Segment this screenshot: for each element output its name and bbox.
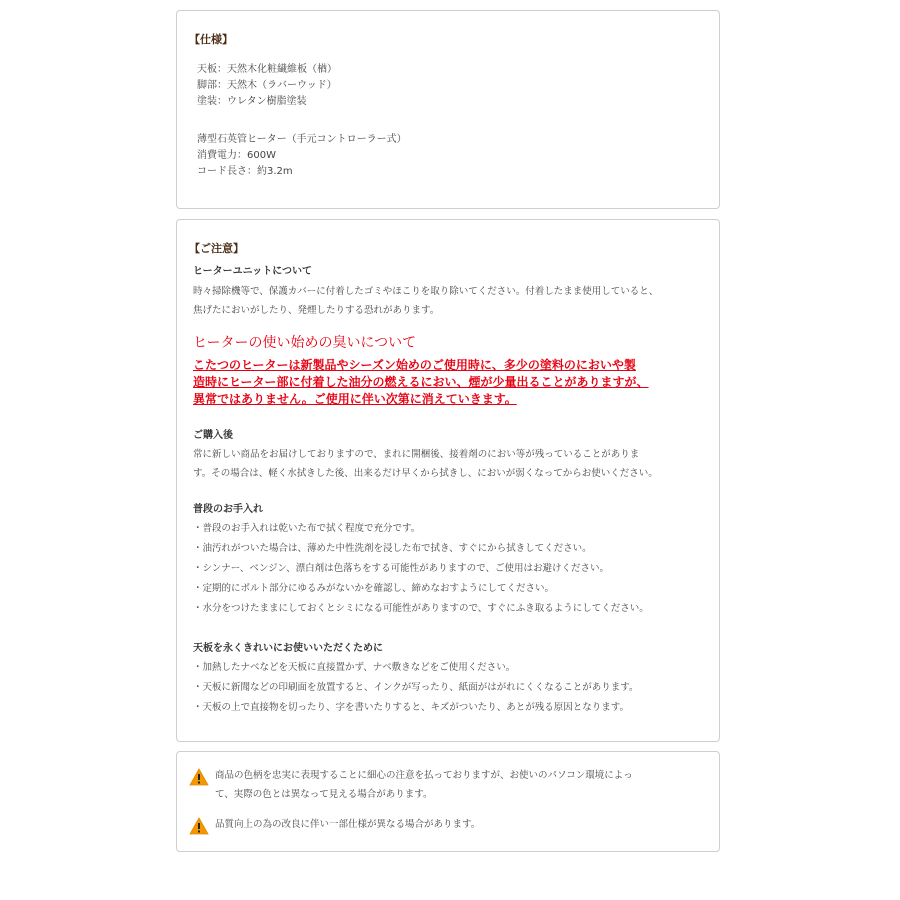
spec-line: 薄型石英管ヒーター（手元コントローラー式） — [197, 134, 407, 145]
spec-line: コード長さ：約3.2m — [197, 166, 293, 177]
text-line: 商品の色柄を忠実に表現することに細心の注意を払っておりますが、お使いのパソコン環境によっ — [215, 770, 633, 781]
list-item: ・定期的にボルト部分にゆるみがないかを確認し、締めなおすようにしてください。 — [193, 583, 555, 594]
text-line: 常に新しい商品をお届けしておりますので、まれに開梱後、接着剤のにおい等が残っていることがありま — [193, 449, 640, 460]
spec-line: 塗装：ウレタン樹脂塗装 — [197, 96, 307, 107]
smell-text — [193, 357, 713, 408]
list-item: ・天板の上で直接物を切ったり、字を書いたりすると、キズがついたり、あとが残る原因となります。 — [193, 702, 630, 713]
after-purchase-heading: ご購入後 — [193, 430, 233, 441]
text-line: 異常ではありません。ご使用に伴い次第に消えていきます。 — [193, 392, 517, 406]
text-line: 焦げたにおいがしたり、発煙したりする恐れがあります。 — [193, 305, 440, 316]
daily-care-list — [193, 519, 713, 619]
text-line: こたつのヒーターは新製品やシーズン始めのご使用時に、多少の塗料のにおいや製 — [193, 358, 636, 372]
note-text — [215, 815, 480, 834]
list-item: ・普段のお手入れは乾いた布で拭く程度で充分です。 — [193, 523, 421, 534]
spec-line: 天板：天然木化粧繊維板（楢） — [197, 64, 337, 75]
list-item: ・油汚れがついた場合は、薄めた中性洗剤を浸した布で拭き、すぐにから拭きしてください。 — [193, 543, 592, 554]
text-line: 造時にヒーター部に付着した油分の燃えるにおい、煙が少量出ることがありますが、 — [193, 375, 649, 389]
note-color-accuracy — [189, 766, 709, 806]
spec-heater — [197, 132, 407, 180]
text-line: す。その場合は、軽く水拭きした後、出来るだけ早くから拭きし、においが弱くなってからお使いください。 — [193, 468, 658, 479]
warning-icon — [189, 768, 209, 786]
caution-panel — [176, 219, 720, 742]
list-item: ・水分をつけたままにしておくとシミになる可能性がありますので、すぐにふき取るようにしてください。 — [193, 603, 649, 614]
note-spec-change — [189, 815, 709, 837]
list-item: ・シンナー、ベンジン、漂白剤は色落ちをする可能性がありますので、ご使用はお避けください。 — [193, 563, 609, 574]
tabletop-heading: 天板を永くきれいにお使いいただくために — [193, 643, 383, 654]
smell-heading: ヒーターの使い始めの臭いについて — [193, 335, 417, 351]
text-line: 品質向上の為の改良に伴い一部仕様が異なる場合があります。 — [215, 819, 481, 830]
warning-icon — [189, 817, 209, 835]
notes-panel — [176, 751, 720, 852]
heater-unit-text — [193, 282, 709, 320]
after-purchase-text — [193, 445, 709, 483]
list-item: ・天板に新聞などの印刷面を放置すると、インクが写ったり、紙面がはがれにくくなることがあります。 — [193, 682, 639, 693]
text-line: 時々掃除機等で、保護カバーに付着したゴミやほこりを取り除いてください。付着したまま使用していると、 — [193, 286, 659, 297]
spec-materials — [197, 62, 337, 110]
note-text — [215, 766, 633, 804]
list-item: ・加熱したナベなどを天板に直接置かず、ナベ敷きなどをご使用ください。 — [193, 662, 516, 673]
heater-unit-heading: ヒーターユニットについて — [193, 266, 312, 277]
spec-panel — [176, 10, 720, 209]
caution-title: 【ご注意】 — [189, 242, 244, 255]
spec-line: 脚部：天然木（ラバーウッド） — [197, 80, 337, 91]
daily-care-heading: 普段のお手入れ — [193, 504, 263, 515]
spec-line: 消費電力：600W — [197, 150, 276, 161]
text-line: て、実際の色とは異なって見える場合があります。 — [215, 789, 433, 800]
spec-title: 【仕様】 — [189, 33, 233, 46]
tabletop-list — [193, 658, 713, 718]
